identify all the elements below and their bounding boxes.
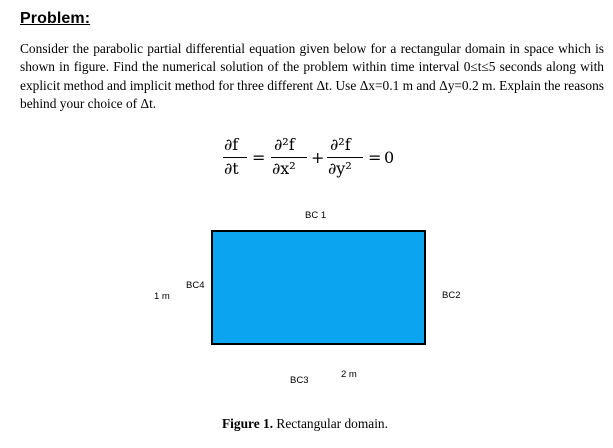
bc3-label: BC3 [290, 375, 309, 386]
eq-plus: + [311, 148, 325, 167]
eq-lhs-numerator: ∂f [224, 135, 239, 154]
eq-equals-1: = [252, 148, 266, 167]
eq-lhs-denominator: ∂t [224, 159, 239, 178]
problem-statement: Consider the parabolic partial differential equation given below for a rectangular domain in space which is shown in figure. Find the numerical solution of the problem within time interval 0≤t≤5 seconds along with explicit method and implicit method for three different Δt. Use Δx=0.1 m and Δy=0.2 m. Explain the reasons behind your choice of Δt. [20, 41, 604, 112]
width-dimension-label: 2 m [341, 369, 357, 380]
eq-term1-denominator: ∂x² [272, 159, 296, 178]
eq-term1-numerator: ∂²f [274, 135, 295, 154]
eq-lhs-fraction-bar [223, 157, 247, 158]
eq-term2-fraction-bar [327, 157, 363, 158]
figure-caption-text: Rectangular domain. [273, 416, 388, 431]
eq-term2-numerator: ∂²f [330, 135, 351, 154]
eq-term1-fraction-bar [271, 157, 307, 158]
figure-caption [222, 416, 388, 432]
figure-caption-label: Figure 1. [222, 416, 274, 431]
bc1-label: BC 1 [305, 210, 327, 221]
bc2-label: BC2 [442, 290, 461, 301]
eq-equals-2: = [368, 148, 382, 167]
problem-heading: Problem: [20, 10, 91, 27]
bc4-label: BC4 [186, 280, 205, 291]
eq-term2-denominator: ∂y² [328, 159, 352, 178]
eq-rhs-zero: 0 [384, 148, 395, 167]
height-dimension-label: 1 m [154, 291, 170, 302]
pde-equation [218, 136, 418, 190]
rectangular-domain [211, 230, 426, 345]
